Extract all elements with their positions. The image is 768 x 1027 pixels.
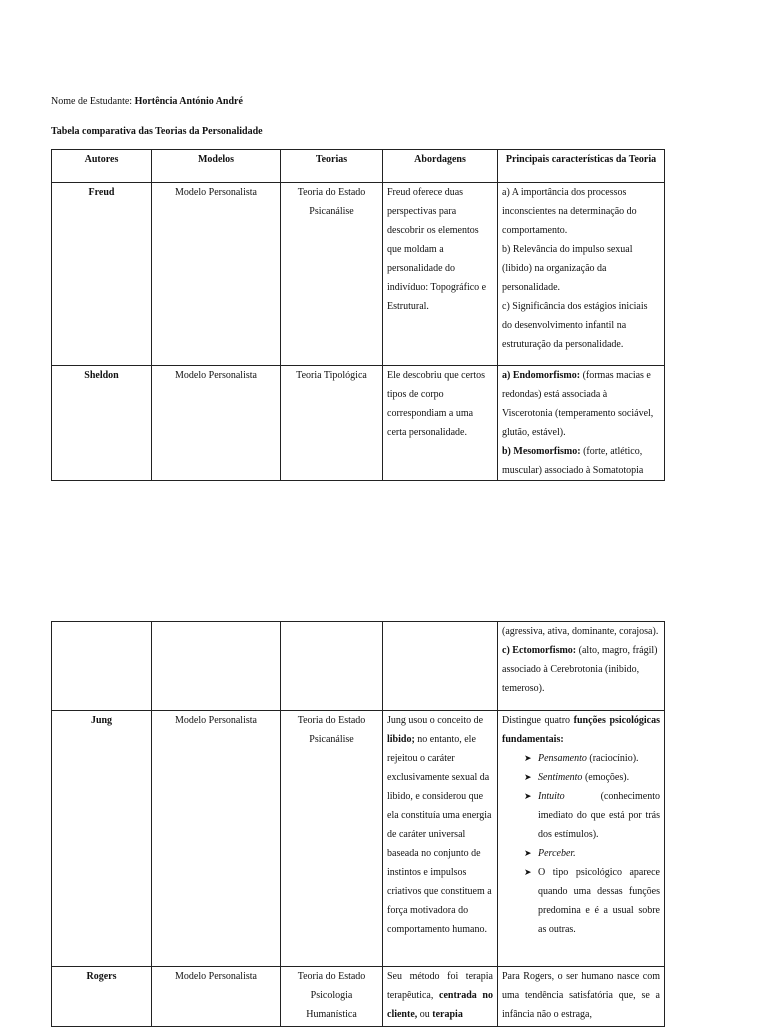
author-cell: Sheldon [52,366,152,481]
feature-intro: Distingue quatro funções psicológicas fundamentais: [502,715,660,745]
empty-cell [52,622,152,711]
theory-cell: Teoria do Estado Psicanálise [281,711,383,967]
header-features: Principais características da Teoria [498,150,665,183]
list-item: ➤ Pensamento (raciocínio). [538,749,660,768]
approach-cell: Freud oferece duas perspectivas para descobrir os elementos que moldam a personalidade do indivíduo: Topográfico e Estrutural. [383,183,498,366]
model-cell: Modelo Personalista [152,711,281,967]
header-authors: Autores [52,150,152,183]
arrow-bullet-icon: ➤ [524,867,532,877]
features-cell [498,183,665,366]
empty-cell [152,622,281,711]
feature-item: b) Mesomorfismo: (forte, atlético, muscular) associado à Somatotopia [502,446,644,476]
feature-item: (agressiva, ativa, dominante, corajosa). [502,626,659,637]
header-theories: Teorias [281,150,383,183]
feature-item: c) Significância dos estágios iniciais do desenvolvimento infantil na estruturação da personalidade. [502,301,648,350]
table-row-sheldon-continued [52,622,665,711]
features-cell [498,711,665,967]
comparison-table-page-2 [51,621,665,1027]
arrow-bullet-icon: ➤ [524,791,532,801]
features-cell: Para Rogers, o ser humano nasce com uma tendência satisfatória que, se a infância não o estraga, [498,967,665,1027]
table-row-sheldon [52,366,665,481]
list-item: ➤ Sentimento (emoções). [538,768,660,787]
approach-cell: Ele descobriu que certos tipos de corpo correspondiam a uma certa personalidade. [383,366,498,481]
feature-item: a) A importância dos processos inconscientes na determinação do comportamento. [502,187,637,236]
functions-list [502,749,660,939]
theory-cell: Teoria do Estado Psicanálise [281,183,383,366]
arrow-bullet-icon: ➤ [524,772,532,782]
list-item: ➤ Perceber. [538,844,660,863]
theory-cell: Teoria Tipológica [281,366,383,481]
features-cell [498,622,665,711]
student-label: Nome de Estudante: [51,96,133,107]
model-cell: Modelo Personalista [152,366,281,481]
arrow-bullet-icon: ➤ [524,753,532,763]
author-cell: Freud [52,183,152,366]
model-cell: Modelo Personalista [152,183,281,366]
empty-cell [281,622,383,711]
table-row-freud [52,183,665,366]
feature-item: b) Relevância do impulso sexual (libido) na organização da personalidade. [502,244,633,293]
header-approaches: Abordagens [383,150,498,183]
empty-cell [383,622,498,711]
theory-cell: Teoria do Estado Psicologia Humanística [281,967,383,1027]
approach-cell: Jung usou o conceito de libido; no entanto, ele rejeitou o caráter exclusivamente sexual da libido, e considerou que ela constituía uma energia de caráter universal baseada no conjunto de instintos e impulsos criativos que constituem a força motivadora do comportamento humano. [383,711,498,967]
author-cell: Jung [52,711,152,967]
table-row-rogers [52,967,665,1027]
arrow-bullet-icon: ➤ [524,848,532,858]
author-cell: Rogers [52,967,152,1027]
student-line [51,96,243,107]
table-title: Tabela comparativa das Teorias da Personalidade [51,126,263,137]
student-name: Hortência António André [134,96,243,107]
feature-item: a) Endomorfismo: (formas macias e redondas) está associada à Viscerotonia (temperamento sociável, glutão, estável). [502,370,654,438]
feature-item: c) Ectomorfismo: (alto, magro, frágil) associado à Cerebrotonia (inibido, temeroso). [502,645,658,694]
list-item: ➤ O tipo psicológico aparece quando uma dessas funções predomina e é a usual sobre as outras. [538,863,660,939]
features-cell [498,366,665,481]
list-item: ➤ Intuito (conhecimento imediato do que está por trás dos estímulos). [538,787,660,844]
header-models: Modelos [152,150,281,183]
header-row [52,150,665,183]
comparison-table-page-1 [51,149,665,481]
approach-cell: Seu método foi terapia terapêutica, centrada no cliente, ou terapia [383,967,498,1027]
table-row-jung [52,711,665,967]
model-cell: Modelo Personalista [152,967,281,1027]
